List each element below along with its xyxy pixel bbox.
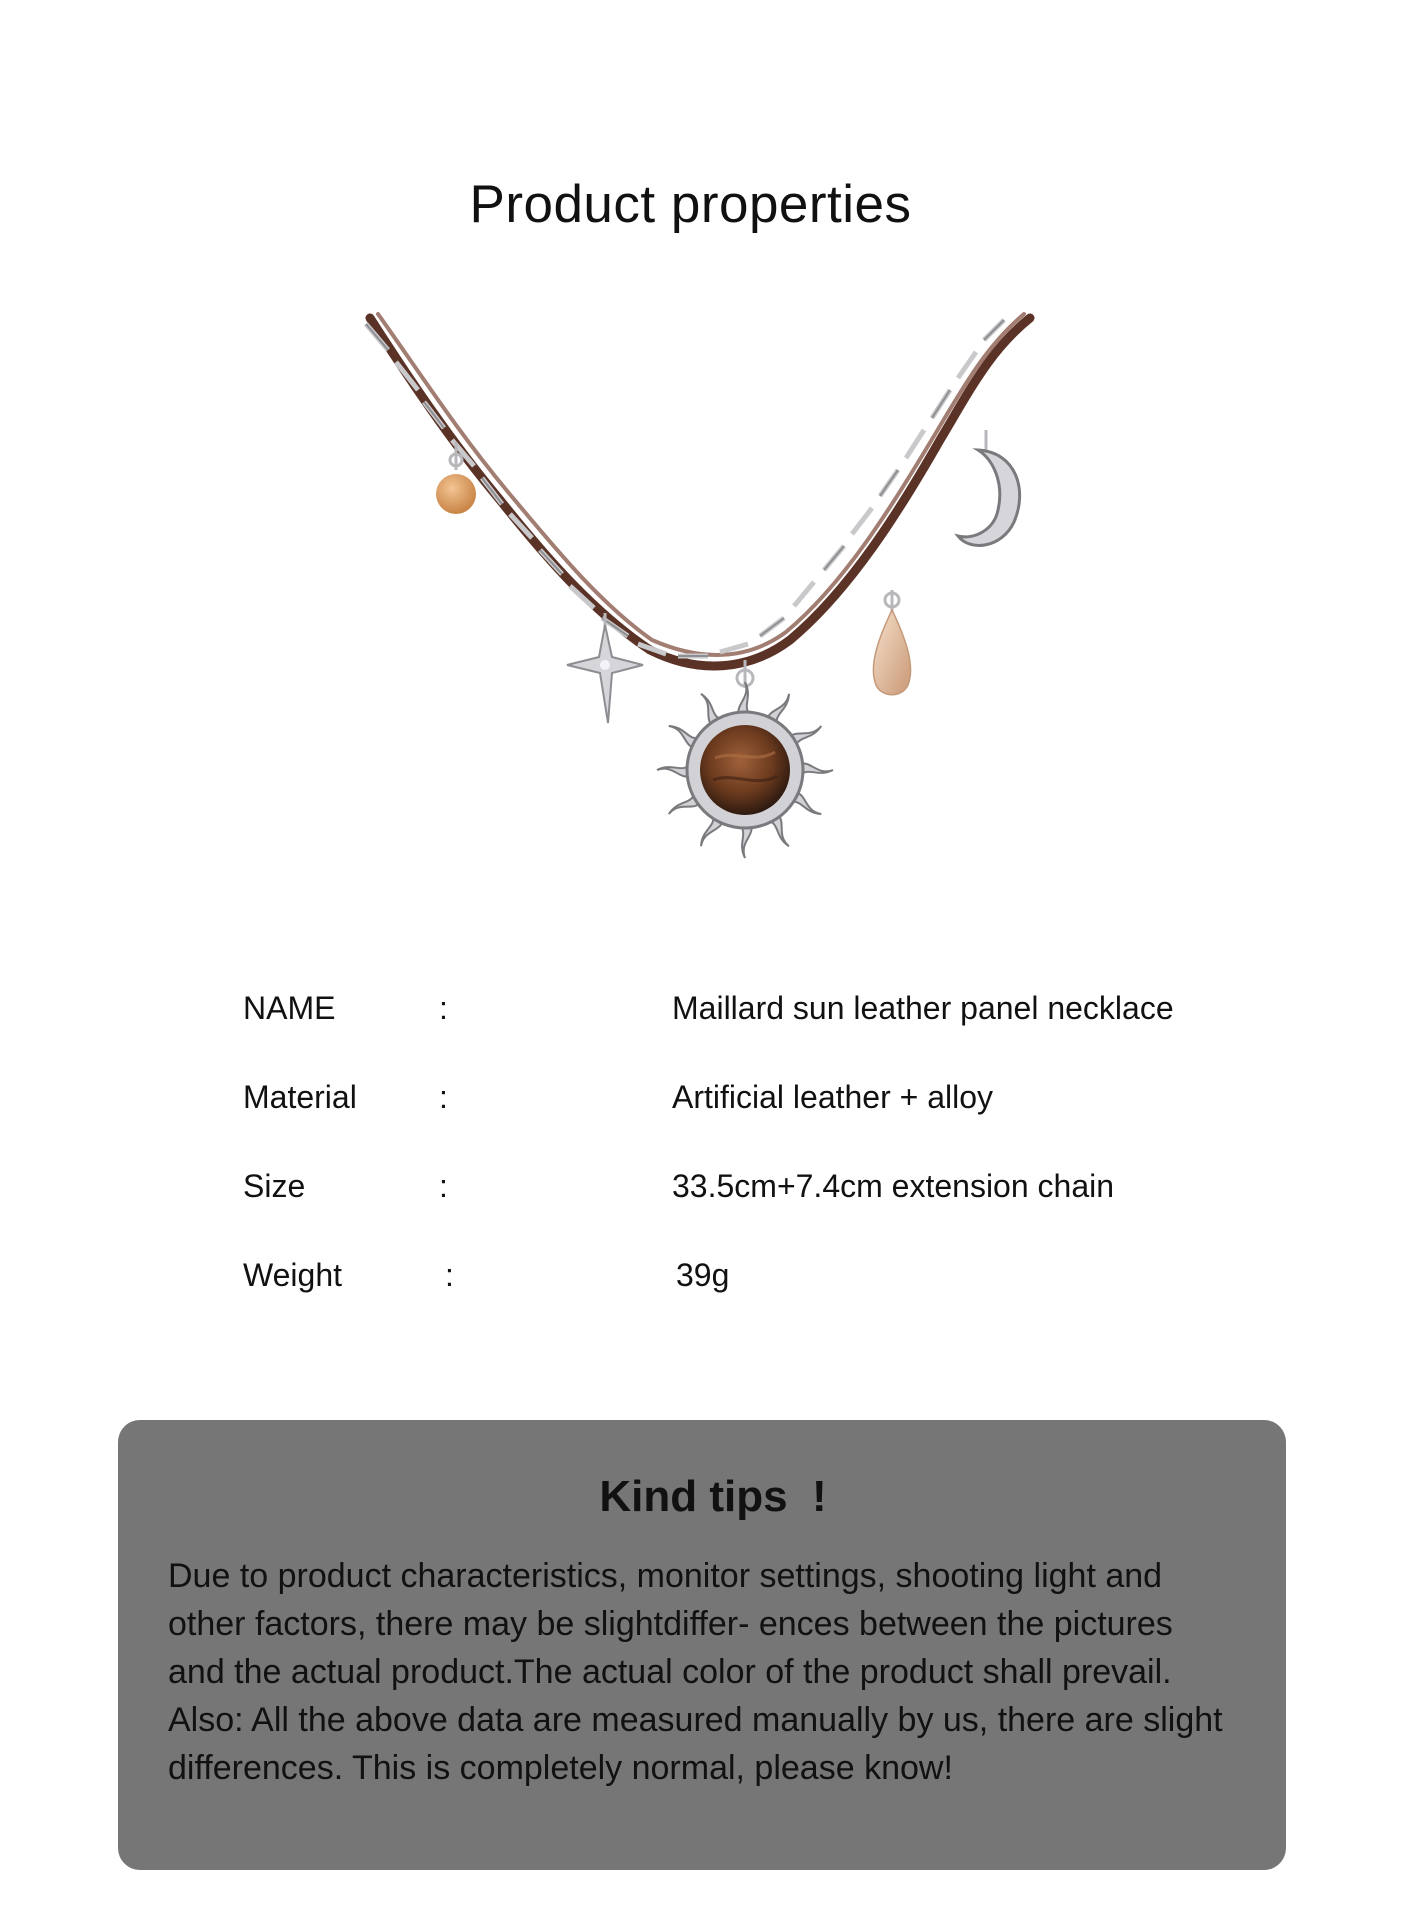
properties-list	[243, 990, 1243, 1346]
star-charm	[567, 613, 643, 723]
page-title: Product properties	[469, 174, 912, 234]
property-colon: :	[439, 1079, 448, 1115]
property-colon: :	[439, 1168, 448, 1204]
property-value: Maillard sun leather panel necklace	[672, 990, 1174, 1026]
property-label: Weight	[243, 1257, 343, 1293]
sun-pendant	[657, 660, 833, 858]
property-label: Size	[243, 1168, 306, 1204]
property-label: Material	[243, 1079, 357, 1115]
necklace-illustration	[340, 310, 1100, 880]
property-row-size	[243, 1168, 1243, 1257]
property-value: 33.5cm+7.4cm extension chain	[672, 1168, 1115, 1204]
property-row-material	[243, 1079, 1243, 1168]
property-value: 39g	[676, 1257, 730, 1293]
kind-tips-panel	[118, 1420, 1286, 1870]
property-row-name	[243, 990, 1243, 1079]
property-row-weight	[243, 1257, 1243, 1346]
moon-charm	[958, 430, 1020, 545]
bead-charm	[436, 442, 476, 514]
property-label: NAME	[243, 990, 336, 1026]
property-colon: :	[445, 1257, 454, 1293]
kind-tips-body: Due to product characteristics, monitor settings, shooting light and other factors, there may be slightdiffer- ences between the pictures and the actual product.The actual color of the product shall prevail. Also: All the above data are measured manually by us, there are slight differences. This is completely normal, please know!	[168, 1557, 1223, 1787]
product-image	[340, 310, 1100, 880]
crystal-charm	[873, 590, 910, 695]
property-colon: :	[439, 990, 448, 1026]
property-value: Artificial leather + alloy	[672, 1079, 994, 1115]
kind-tips-title: Kind tips !	[599, 1472, 827, 1521]
